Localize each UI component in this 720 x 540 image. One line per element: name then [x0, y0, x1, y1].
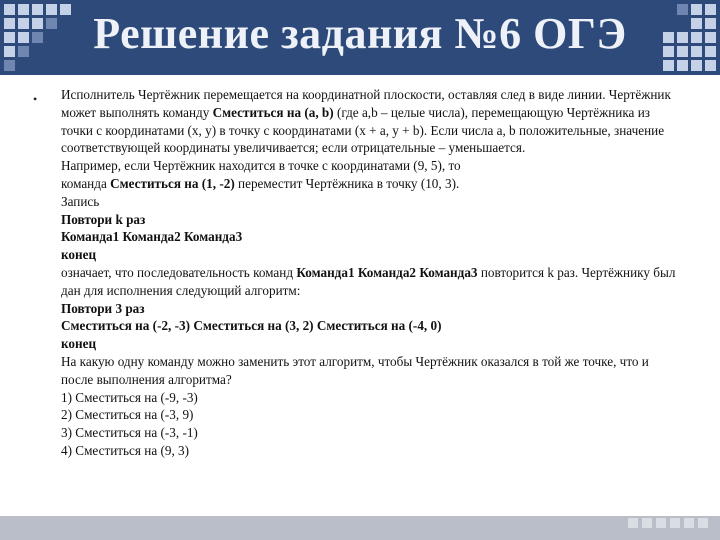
end-line-1 [61, 246, 681, 264]
answer-option: 1) Сместиться на (-9, -3) [61, 389, 198, 405]
end-text-2: конец [61, 336, 97, 352]
repeat-k-line [61, 211, 681, 229]
answer-option: 3) Сместиться на (-3, -1) [61, 425, 198, 441]
paragraph-meaning [61, 264, 681, 300]
end-text-1: конец [61, 247, 97, 263]
pattern-square [698, 518, 708, 528]
page-title: Решение задания №6 ОГЭ [93, 9, 627, 58]
pattern-square [4, 60, 15, 71]
question-text: На какую одну команду можно заменить этот алгоритм, чтобы Чертёжник оказался в той же точке, что и после выполнения алгоритма? [61, 353, 649, 387]
example-result: переместит Чертёжника в точку (10, 3). [234, 175, 460, 191]
example-command: Сместиться на (1, -2) [110, 175, 235, 191]
slide-footer [0, 516, 720, 540]
algorithm-line [61, 317, 681, 335]
pattern-square [656, 518, 666, 528]
pattern-square [663, 60, 674, 71]
answer-option: 2) Сместиться на (-3, 9) [61, 407, 194, 423]
repeat-3-text: Повтори 3 раз [61, 300, 145, 316]
pattern-square [677, 60, 688, 71]
example-prefix: команда [61, 175, 111, 191]
pattern-square [670, 518, 680, 528]
notation-label: Запись [61, 193, 100, 209]
pattern-square [642, 518, 652, 528]
commands-text: Команда1 Команда2 Команда3 [61, 229, 243, 245]
meaning-text: означает, что последовательность команд [61, 264, 297, 280]
algorithm-text: Сместиться на (-2, -3) Сместиться на (3, 2) Сместиться на (-4, 0) [61, 318, 442, 334]
pattern-square [684, 518, 694, 528]
command-syntax: Сместиться на (a, b) [212, 104, 334, 120]
intro-text-cont: (где a,b – целые числа), перемещающую Чертёжника из точки с координатами (x, y) в точку с координатами (x + a, y + b). Если числа a, b положительные, значение соответствующей координаты увеличивается; если отрицательные – уменьшается. [61, 104, 665, 156]
task-text [61, 86, 681, 460]
intro-text: Исполнитель Чертёжник перемещается на координатной плоскости, оставляя след в виде линии. Чертёжник может выполнять команду [61, 87, 671, 120]
answer-option: 4) Сместиться на (9, 3) [61, 442, 190, 458]
meaning-text-cont: повторится k раз. Чертёжнику был дан для исполнения следующий алгоритм: [61, 264, 676, 298]
paragraph-intro [61, 86, 681, 157]
pattern-square [628, 518, 638, 528]
bullet-marker: • [33, 92, 38, 106]
repeat-k-text: Повтори k раз [61, 211, 146, 227]
commands-line [61, 228, 681, 246]
example-line: Например, если Чертёжник находится в точке с координатами (9, 5), то [61, 158, 461, 174]
pattern-square [691, 60, 702, 71]
slide-header [0, 0, 720, 75]
meaning-commands: Команда1 Команда2 Команда3 [296, 264, 478, 280]
repeat-3-line [61, 300, 681, 318]
end-line-2 [61, 335, 681, 353]
example-command-line [61, 175, 681, 193]
pattern-square [705, 60, 716, 71]
